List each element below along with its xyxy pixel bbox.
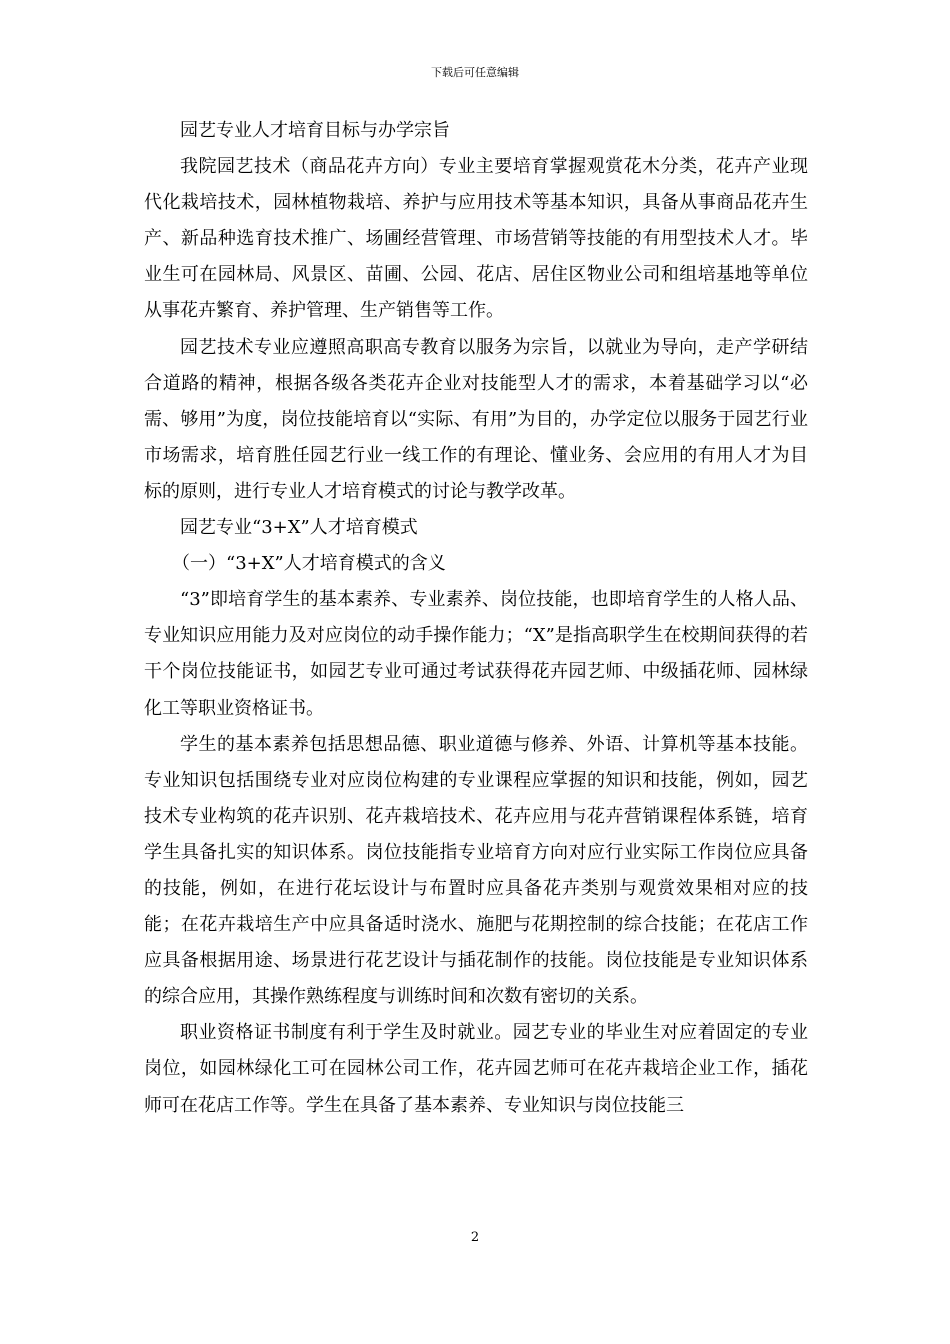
subsection-title: （一）“3+X”人才培育模式的含义 xyxy=(172,553,446,575)
paragraph-model-meaning: “3”即培育学生的基本素养、专业素养、岗位技能，也即培育学生的人格人品、专业知识应用能力及对应岗位的动手操作能力；“X”是指高职学生在校期间获得的若干个岗位技能证书，如园艺专业可通过考试获得花卉园艺师、中级插花师、园林绿化工等职业资格证书。 xyxy=(144,589,808,719)
page-header: 下载后可任意编辑 xyxy=(431,66,519,79)
paragraph-certificate-system: 职业资格证书制度有利于学生及时就业。园艺专业的毕业生对应着固定的专业岗位，如园林绿化工可在园林公司工作，花卉园艺师可在花卉栽培企业工作，插花师可在花店工作等。学生在具备了基本素养、专业知识与岗位技能三 xyxy=(144,1022,808,1116)
page-number: 2 xyxy=(470,1230,480,1245)
paragraph-training-goal: 我院园艺技术（商品花卉方向）专业主要培育掌握观赏花木分类，花卉产业现代化栽培技术，园林植物栽培、养护与应用技术等基本知识，具备从事商品花卉生产、新品种选育技术推广、场圃经营管理、市场营销等技能的有用型技术人才。毕业生可在园林局、风景区、苗圃、公园、花店、居住区物业公司和组培基地等单位从事花卉繁育、养护管理、生产销售等工作。 xyxy=(144,156,808,322)
paragraph-school-principle: 园艺技术专业应遵照高职高专教育以服务为宗旨，以就业为导向，走产学研结合道路的精神，根据各级各类花卉企业对技能型人才的需求，本着基础学习以“必需、够用”为度，岗位技能培育以“实际、有用”为目的，办学定位以服务于园艺行业市场需求，培育胜任园艺行业一线工作的有理论、懂业务、会应用的有用人才为目标的原则，进行专业人才培育模式的讨论与教学改革。 xyxy=(144,336,808,502)
section-title: 园艺专业“3+X”人才培育模式 xyxy=(180,517,418,539)
document-title: 园艺专业人才培育目标与办学宗旨 xyxy=(180,120,450,141)
paragraph-basic-qualities: 学生的基本素养包括思想品德、职业道德与修养、外语、计算机等基本技能。专业知识包括围绕专业对应岗位构建的专业课程应掌握的知识和技能，例如，园艺技术专业构筑的花卉识别、花卉栽培技术、花卉应用与花卉营销课程体系链，培育学生具备扎实的知识体系。岗位技能指专业培育方向对应行业实际工作岗位应具备的技能，例如，在进行花坛设计与布置时应具备花卉类别与观赏效果相对应的技能；在花卉栽培生产中应具备适时浇水、施肥与花期控制的综合技能；在花店工作应具备根据用途、场景进行花艺设计与插花制作的技能。岗位技能是专业知识体系的综合应用，其操作熟练程度与训练时间和次数有密切的关系。 xyxy=(144,733,808,1008)
document-body xyxy=(144,113,808,1124)
